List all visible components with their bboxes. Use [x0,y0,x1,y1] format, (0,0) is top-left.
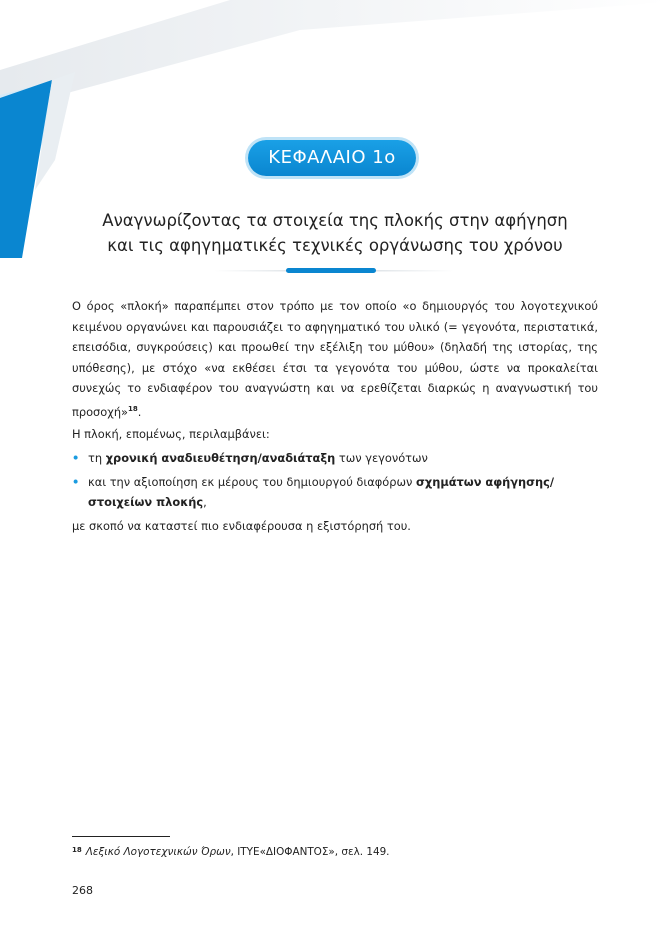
footnote [72,846,592,858]
footnote-source-rest: , ΙΤΥΕ«ΔΙΟΦΑΝΤΟΣ», σελ. 149. [230,846,390,858]
bullet-list [72,448,598,513]
paragraph-purpose: με σκοπό να καταστεί πιο ενδιαφέρουσα η εξιστόρησή του. [72,518,411,533]
chapter-title [60,208,610,258]
body-text [72,296,598,536]
title-underline [214,267,454,275]
paragraph-end-punct: . [137,404,142,419]
bullet-1-pre: τη [88,451,106,466]
paragraph-plot-definition [72,296,598,422]
bullet-2-post: , [203,495,207,510]
bullet-2-pre: και την αξιοποίηση εκ μέρους του δημιουργού διαφόρων [88,474,416,489]
bullet-item-2 [72,472,598,513]
bullet-dot-icon: • [72,451,80,466]
footnote-reference: 18 [128,404,138,413]
footnote-divider [72,836,170,837]
chapter-title-line-1: Αναγνωρίζοντας τα στοιχεία της πλοκής στην αφήγηση [102,211,568,230]
paragraph-includes: Η πλοκή, επομένως, περιλαμβάνει: [72,426,270,441]
footnote-source-title: Λεξικό Λογοτεχνικών Όρων [85,846,231,858]
bullet-dot-icon: • [72,474,80,489]
bullet-item-1 [72,448,598,469]
chapter-title-line-2: και τις αφηγηματικές τεχνικές οργάνωσης του χρόνου [107,236,563,255]
bullet-1-bold: χρονική αναδιευθέτηση/αναδιάταξη [105,451,336,466]
bullet-2-bold: σχημάτων αφήγησης/στοιχείων πλοκής [88,474,555,510]
bullet-1-post: των γεγονότων [335,451,428,466]
chapter-badge: ΚΕΦΑΛΑΙΟ 1ο [248,140,416,176]
paragraph-plot-definition-text: Ο όρος «πλοκή» παραπέμπει στον τρόπο με τον οποίο «ο δημιουργός του λογοτεχνικού κειμένου οργανώνει και παρουσιάζει το αφηγηματικό του υλικό (= γεγονότα, περιστατικά, επεισόδια, συγκρούσεις) και προωθεί την εξέλιξη του μύθου» (δηλαδή της ιστορίας, της υπόθεσης), με στόχο «να εκθέσει έτσι τα γεγονότα του μύθου, ώστε να προκαλείται συνεχώς το ενδιαφέρον του αναγνώστη και να ερεθίζεται διαρκώς η αναγνωστική του προσοχή» [72,299,598,419]
footnote-number: 18 [72,846,82,854]
page-number: 268 [72,884,93,897]
